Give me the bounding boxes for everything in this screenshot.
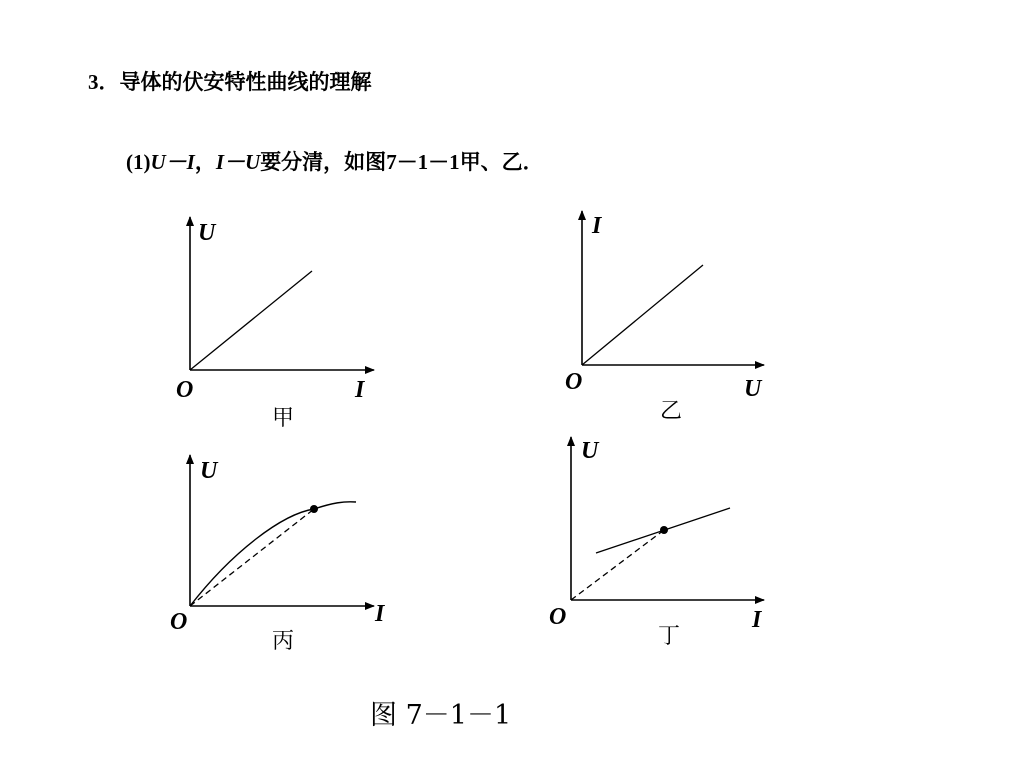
section-number: 3． — [88, 70, 120, 94]
x-axis-label: I — [355, 377, 365, 403]
marked-point — [660, 526, 668, 534]
iu-term: I－U — [215, 150, 261, 174]
dashed-secant — [571, 530, 664, 600]
figure-reference: 7－1－1 — [386, 150, 460, 174]
panel-label: 丙 — [272, 629, 295, 654]
x-axis-label: I — [752, 607, 762, 633]
x-axis-label: U — [744, 376, 762, 402]
subheading-tail: 甲、乙． — [459, 150, 544, 174]
y-axis-label: U — [198, 220, 216, 246]
section-title: 导体的伏安特性曲线的理解 — [119, 70, 372, 94]
y-axis-label: U — [581, 438, 599, 464]
marked-point — [310, 505, 318, 513]
panel-yi — [565, 211, 764, 424]
linear-graph — [582, 265, 703, 365]
panel-label: 乙 — [660, 399, 683, 424]
subheading-text: 要分清，如图 — [260, 150, 387, 174]
y-axis-label: I — [592, 213, 602, 239]
linear-graph — [190, 271, 312, 370]
item-prefix: (1) — [126, 150, 151, 174]
comma: ， — [194, 150, 216, 174]
origin-label: O — [176, 377, 194, 403]
origin-label: O — [549, 604, 567, 630]
panel-bing — [170, 455, 386, 654]
origin-label: O — [565, 369, 583, 395]
y-axis-label: U — [200, 458, 218, 484]
x-axis-label: I — [375, 601, 385, 627]
curve-graph — [190, 502, 356, 606]
panel-label: 丁 — [658, 624, 681, 649]
dashed-secant — [190, 509, 314, 606]
panel-label: 甲 — [272, 406, 295, 431]
ui-term: U－I — [150, 150, 195, 174]
figure-caption: 图 7－1－1 — [370, 700, 512, 731]
panel-ding — [549, 437, 764, 649]
panel-jia — [176, 217, 374, 431]
origin-label: O — [170, 609, 188, 635]
